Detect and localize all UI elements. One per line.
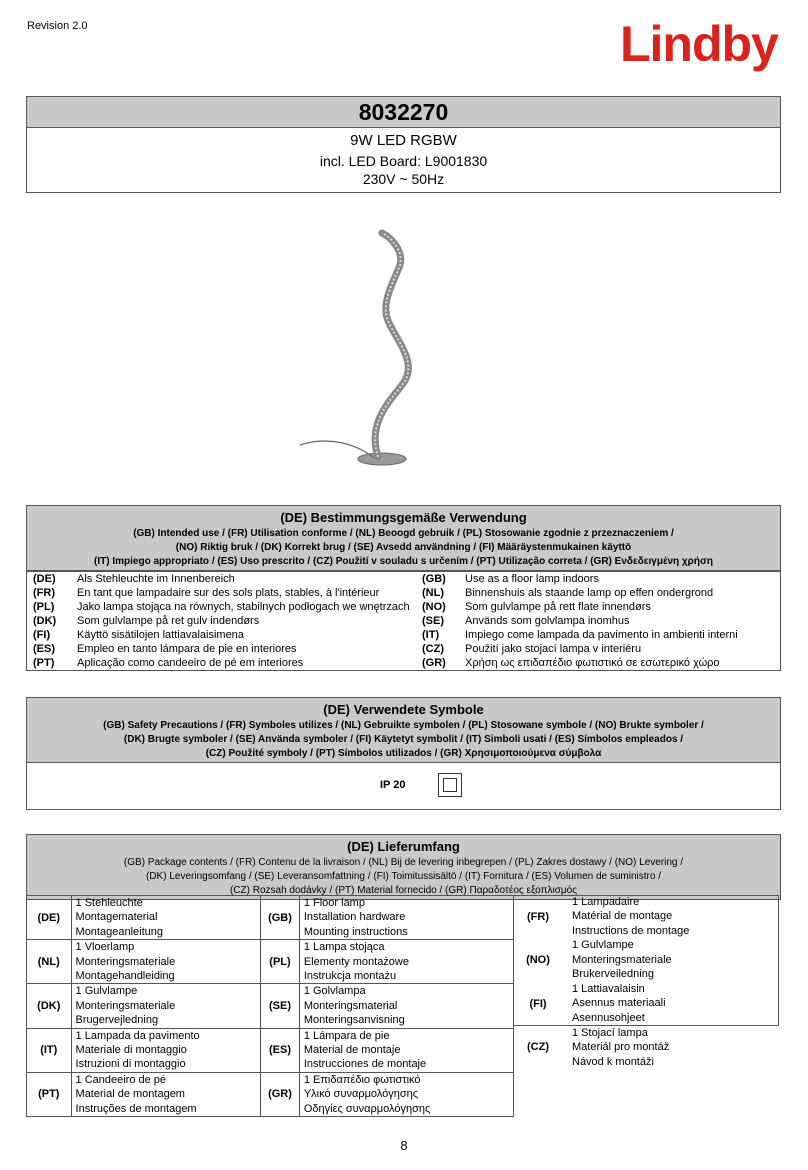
contents-item: 1 Gulvlampe — [572, 939, 634, 952]
usage-text: Als Stehleuchte im Innenbereich — [77, 573, 235, 585]
contents-item: 1 Επιδαπέδιο φωτιστικό — [303, 1073, 421, 1086]
contents-item: Montageanleitung — [75, 925, 163, 938]
language-code: (NO) — [526, 954, 550, 967]
language-code: (ES) — [261, 1028, 300, 1072]
product-header — [26, 96, 781, 193]
contents-item: 1 Lampada da pavimento — [75, 1029, 200, 1042]
contents-item: 1 Candeeiro de pé — [75, 1073, 167, 1086]
contents-items — [299, 896, 513, 940]
product-spec-board: incl. LED Board: L9001830 — [319, 153, 488, 169]
protection-class-icon — [438, 773, 462, 797]
usage-text: Impiego come lampada da pavimento in ambienti interni — [465, 629, 738, 641]
contents-row-extension — [514, 1026, 779, 1069]
intended-use-subtitle: (IT) Impiego appropriato / (ES) Uso prescrito / (CZ) Použití v souladu s určením / (PT) Utilização correta / (GR) Ενδεδειγμένη χρήση — [94, 556, 713, 567]
contents-item: Brugervejledning — [75, 1014, 159, 1027]
contents-row — [27, 1072, 514, 1116]
contents-row-extension — [514, 939, 779, 982]
contents-item: Material de montaje — [303, 1044, 401, 1057]
contents-item: Monteringsmateriale — [572, 953, 672, 966]
language-code: (DE) — [27, 896, 72, 940]
contents-item: 1 Vloerlamp — [75, 941, 135, 954]
language-code: (DK) — [27, 984, 72, 1028]
language-code: (CZ) — [422, 643, 444, 655]
contents-item: Mounting instructions — [303, 925, 408, 938]
contents-items — [299, 1072, 513, 1116]
language-code: (PL) — [33, 601, 55, 613]
intended-use-row — [27, 656, 780, 670]
intended-use-title: (DE) Bestimmungsgemäße Verwendung — [280, 510, 527, 525]
contents-row — [27, 896, 514, 940]
language-code: (GR) — [261, 1072, 300, 1116]
contents-subtitle: (CZ) Rozsah dodávky / (PT) Material fornecido / (GR) Παραδοτέος εξοπλισμός — [229, 885, 578, 896]
usage-text: Jako lampa stojąca na równych, stabilnych podłogach we wnętrzach — [77, 601, 410, 613]
contents-item: 1 Stehleuchte — [75, 897, 143, 909]
contents-title: (DE) Lieferumfang — [347, 839, 460, 854]
ip-rating-label: IP 20 — [380, 779, 406, 791]
contents-item: Montagematerial — [75, 911, 158, 924]
contents-item: Υλικό συναρμολόγησης — [303, 1088, 419, 1101]
language-code: (NL) — [27, 940, 72, 984]
contents-item: Matérial de montage — [572, 910, 673, 923]
ip-rating-row — [27, 763, 780, 809]
contents-item: 1 Lámpara de pie — [303, 1029, 390, 1042]
contents-item: Instructions de montage — [572, 924, 690, 937]
symbols-subtitle: (CZ) Použité symboly / (PT) Símbolos utilizados / (GR) Χρησιμοποιούμενα σύμβολα — [205, 748, 602, 759]
contents-items — [562, 895, 689, 938]
contents-items — [299, 940, 513, 984]
contents-item: Istruzioni di montaggio — [75, 1058, 186, 1071]
language-code: (PL) — [261, 940, 300, 984]
contents-item: Asennusohjeet — [572, 1011, 645, 1024]
language-code: (NL) — [422, 587, 444, 599]
language-code: (FI) — [33, 629, 51, 641]
page-number: 8 — [400, 1138, 408, 1153]
contents-items — [562, 982, 666, 1025]
intended-use-row — [27, 628, 780, 642]
contents-item: Materiál pro montáž — [572, 1041, 670, 1054]
contents-item: Monteringsanvisning — [303, 1014, 405, 1027]
intended-use-subtitle: (NO) Riktig bruk / (DK) Korrekt brug / (SE) Avsedd användning / (FI) Määräystenmukainen käyttö — [175, 542, 632, 553]
usage-text: Použití jako stojací lampa v interiéru — [465, 643, 642, 655]
language-code: (IT) — [422, 629, 440, 641]
intended-use-row — [27, 614, 780, 628]
usage-text: Empleo en tanto lámpara de pie en interiores — [77, 643, 297, 655]
intended-use-subtitle: (GB) Intended use / (FR) Utilisation conforme / (NL) Beoogd gebruik / (PL) Stosowanie zgodnie z przeznaczeniem / — [133, 528, 674, 539]
contents-row — [27, 940, 514, 984]
intended-use-row — [27, 572, 780, 587]
language-code: (GB) — [422, 573, 446, 585]
contents-row — [27, 984, 514, 1028]
intended-use-row — [27, 642, 780, 656]
contents-item: 1 Floor lamp — [303, 897, 365, 909]
usage-text: Use as a floor lamp indoors — [465, 573, 599, 585]
floor-lamp-illustration — [290, 225, 430, 470]
brand-logo: Lindby — [620, 16, 778, 72]
usage-text: Som gulvlampe på ret gulv indendørs — [77, 615, 260, 627]
contents-items — [299, 1028, 513, 1072]
contents-items — [71, 984, 261, 1028]
contents-items — [71, 896, 261, 940]
symbols-title: (DE) Verwendete Symbole — [323, 702, 484, 717]
usage-text: Binnenshuis als staande lamp op effen ondergrond — [465, 587, 714, 599]
language-code: (FR) — [33, 587, 55, 599]
contents-item: Material de montagem — [75, 1088, 185, 1101]
contents-items — [71, 940, 261, 984]
contents-item: Instrukcja montażu — [303, 970, 397, 983]
language-code: (FI) — [529, 997, 547, 1010]
contents-item: Instruções de montagem — [75, 1102, 197, 1115]
language-code: (ES) — [33, 643, 55, 655]
language-code: (SE) — [261, 984, 300, 1028]
contents-item: Asennus materiaali — [572, 997, 666, 1010]
contents-subtitle: (GB) Package contents / (FR) Contenu de la livraison / (NL) Bij de levering inbegrepen / (PL) Zakres dostawy / (NO) Levering / — [123, 857, 684, 868]
contents-item: Οδηγίες συναρμολόγησης — [303, 1102, 431, 1115]
language-code: (PT) — [27, 1072, 72, 1116]
language-code: (SE) — [422, 615, 444, 627]
contents-items — [562, 938, 672, 981]
usage-text: En tant que lampadaire sur des sols plats, stables, à l'intérieur — [77, 587, 380, 599]
contents-table — [26, 895, 514, 1117]
symbols-subtitle: (DK) Brugte symboler / (SE) Använda symboler / (FI) Käytetyt symbolit / (IT) Simboli usati / (ES) Símbolos empleados / — [123, 734, 684, 745]
contents-row-extension — [514, 895, 779, 938]
contents-item: 1 Lampadaire — [572, 895, 640, 908]
contents-item: Monteringsmateriale — [75, 999, 176, 1012]
symbols-header — [27, 698, 780, 763]
contents-item: 1 Stojací lampa — [572, 1026, 648, 1039]
language-code: (DK) — [33, 615, 57, 627]
contents-item: Materiale di montaggio — [75, 1044, 187, 1057]
product-spec-power: 9W LED RGBW — [350, 132, 457, 149]
product-number: 8032270 — [27, 97, 780, 128]
contents-item: Montagehandleiding — [75, 970, 175, 983]
language-code: (CZ) — [527, 1041, 549, 1054]
intended-use-section — [26, 505, 781, 671]
contents-item: Instrucciones de montaje — [303, 1058, 427, 1071]
contents-item: Návod k montáži — [572, 1055, 654, 1068]
contents-row — [27, 1028, 514, 1072]
contents-items — [71, 1028, 261, 1072]
language-code: (FR) — [527, 910, 549, 923]
language-code: (NO) — [422, 601, 446, 613]
product-spec-voltage: 230V ~ 50Hz — [362, 171, 445, 187]
intended-use-header — [27, 506, 780, 571]
symbols-subtitle: (GB) Safety Precautions / (FR) Symboles utilizes / (NL) Gebruikte symbolen / (PL) Stosowane symbole / (NO) Brukte symboler / — [103, 720, 704, 731]
language-code: (GR) — [422, 657, 446, 669]
contents-items — [71, 1072, 261, 1116]
usage-text: Aplicação como candeeiro de pé em interiores — [77, 657, 304, 669]
contents-item: 1 Lampa stojąca — [303, 941, 385, 954]
contents-item: 1 Golvlampa — [303, 985, 366, 998]
intended-use-table — [27, 571, 780, 670]
usage-text: Används som golvlampa inomhus — [465, 615, 630, 627]
intended-use-row — [27, 586, 780, 600]
language-code: (PT) — [33, 657, 55, 669]
contents-item: Elementy montażowe — [303, 955, 409, 968]
contents-item: Installation hardware — [303, 911, 406, 924]
contents-items — [562, 1026, 669, 1069]
intended-use-row — [27, 600, 780, 614]
contents-item: 1 Lattiavalaisin — [572, 983, 645, 996]
contents-section — [26, 834, 781, 900]
contents-item: Monteringsmateriale — [75, 955, 176, 968]
contents-item: 1 Gulvlampe — [75, 985, 138, 998]
contents-items — [299, 984, 513, 1028]
symbols-section — [26, 697, 781, 810]
language-code: (DE) — [33, 573, 56, 585]
contents-subtitle: (DK) Leveringsomfang / (SE) Leveransomfattning / (FI) Toimitussisältö / (IT) Fornitura / (ES) Volumen de suministro / — [146, 871, 661, 882]
revision-label: Revision 2.0 — [27, 20, 88, 32]
contents-item: Brukerveiledning — [572, 968, 654, 981]
contents-row-extension — [514, 982, 779, 1025]
language-code: (IT) — [27, 1028, 72, 1072]
contents-header — [27, 835, 780, 900]
usage-text: Χρήση ως επιδαπέδιο φωτιστικό σε εσωτερικό χώρο — [465, 657, 720, 669]
usage-text: Som gulvlampe på rett flate innendørs — [465, 601, 651, 613]
usage-text: Käyttö sisätilojen lattiavalaisimena — [77, 629, 244, 641]
language-code: (GB) — [261, 896, 300, 940]
contents-item: Monteringsmaterial — [303, 999, 398, 1012]
